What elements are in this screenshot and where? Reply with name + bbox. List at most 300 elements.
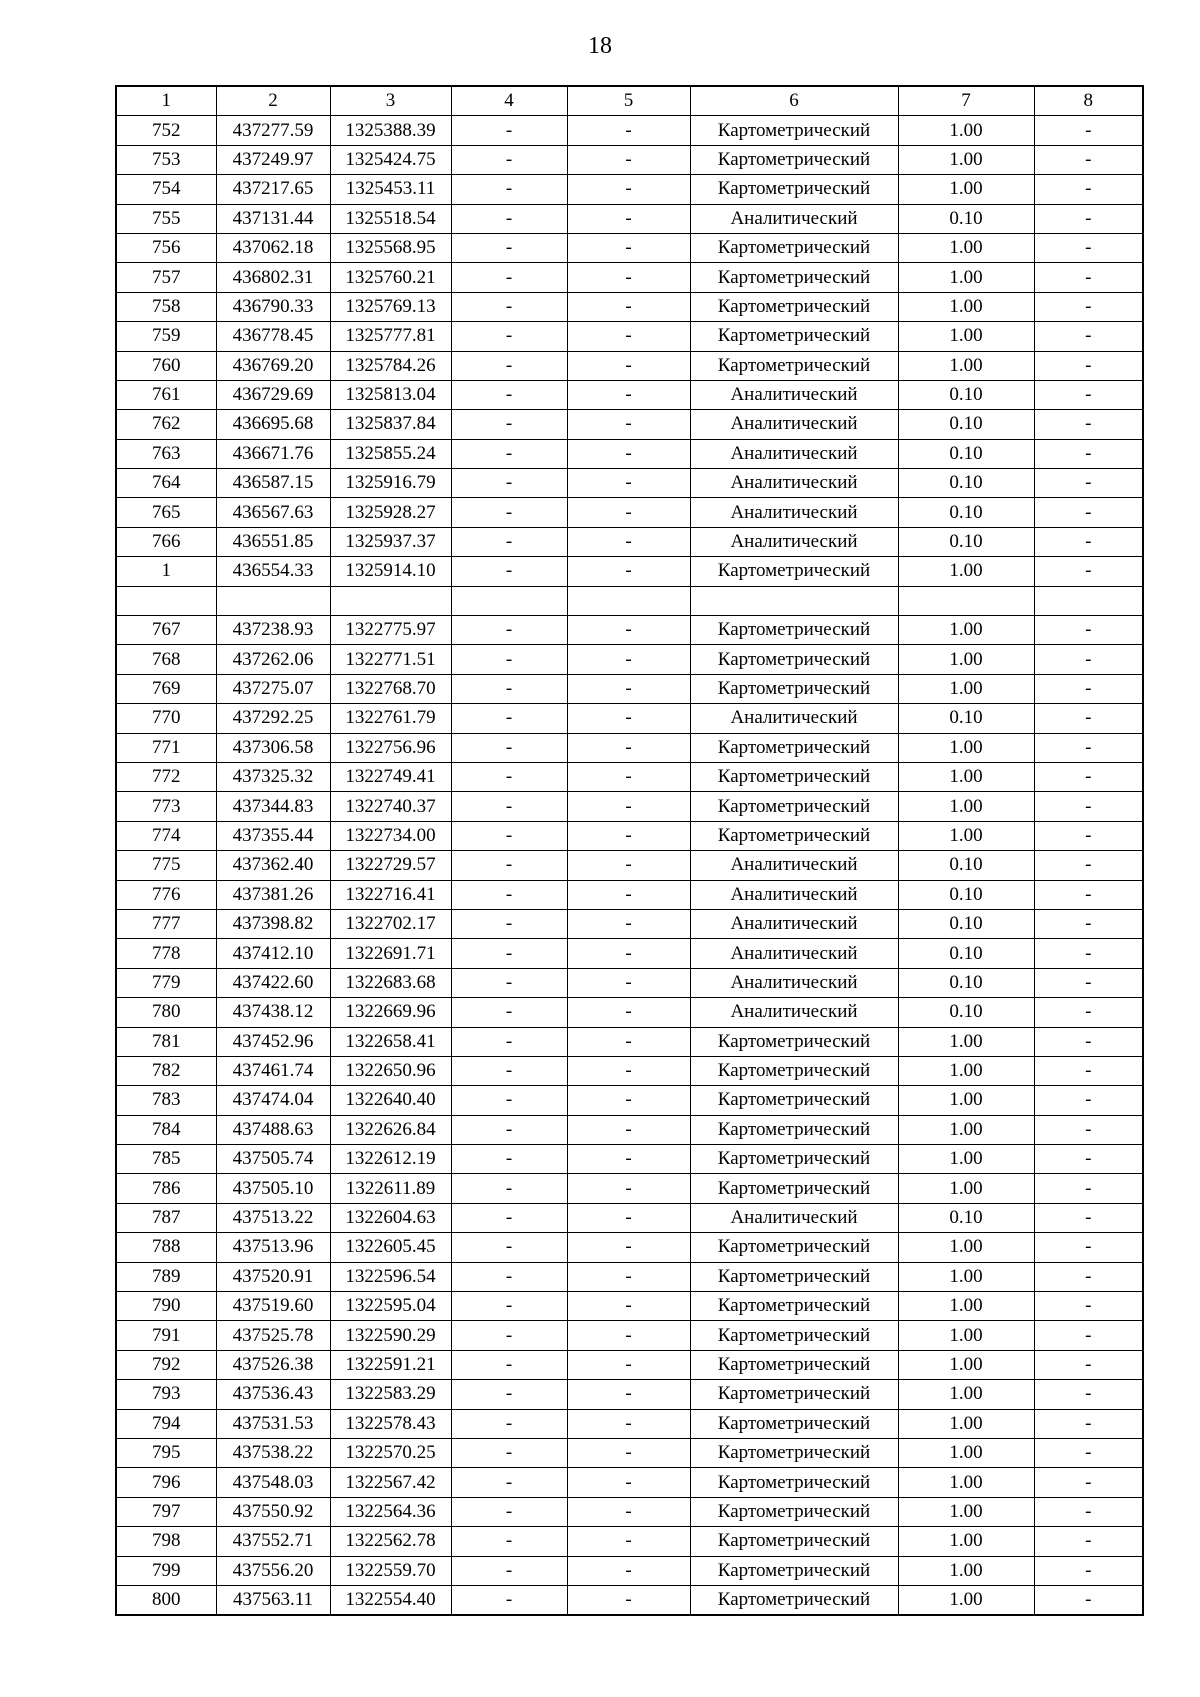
col-8-cell: - xyxy=(1034,1468,1143,1497)
x-coordinate-cell: 437292.25 xyxy=(216,704,330,733)
point-number-cell: 762 xyxy=(116,410,216,439)
col-4-cell: - xyxy=(451,1409,567,1438)
col-8-cell: - xyxy=(1034,851,1143,880)
col-5-cell: - xyxy=(567,1585,690,1615)
col-8-cell: - xyxy=(1034,175,1143,204)
point-number-cell: 797 xyxy=(116,1497,216,1526)
x-coordinate-cell: 436554.33 xyxy=(216,557,330,586)
x-coordinate-cell: 437519.60 xyxy=(216,1292,330,1321)
method-cell: Картометрический xyxy=(690,1497,898,1526)
col-8-cell: - xyxy=(1034,792,1143,821)
col-5-cell: - xyxy=(567,1203,690,1232)
x-coordinate-cell: 437525.78 xyxy=(216,1321,330,1350)
col-8-cell: - xyxy=(1034,322,1143,351)
x-coordinate-cell: 437531.53 xyxy=(216,1409,330,1438)
col-8-cell: - xyxy=(1034,1556,1143,1585)
table-row xyxy=(116,351,1143,380)
point-number-cell: 773 xyxy=(116,792,216,821)
method-cell: Картометрический xyxy=(690,1585,898,1615)
x-coordinate-cell: 437217.65 xyxy=(216,175,330,204)
col-8-cell: - xyxy=(1034,527,1143,556)
y-coordinate-cell: 1322564.36 xyxy=(330,1497,451,1526)
method-cell: Картометрический xyxy=(690,762,898,791)
header-row xyxy=(116,86,1143,116)
col-5-cell: - xyxy=(567,939,690,968)
x-coordinate-cell: 437513.22 xyxy=(216,1203,330,1232)
col-8-cell: - xyxy=(1034,469,1143,498)
x-coordinate-cell: 436551.85 xyxy=(216,527,330,556)
method-cell: Картометрический xyxy=(690,1086,898,1115)
accuracy-cell: 1.00 xyxy=(898,1262,1034,1291)
x-coordinate-cell: 436695.68 xyxy=(216,410,330,439)
y-coordinate-cell: 1325518.54 xyxy=(330,204,451,233)
method-cell: Картометрический xyxy=(690,1556,898,1585)
accuracy-cell: 0.10 xyxy=(898,380,1034,409)
col-8-cell: - xyxy=(1034,1409,1143,1438)
accuracy-cell: 1.00 xyxy=(898,1585,1034,1615)
y-coordinate-cell: 1322740.37 xyxy=(330,792,451,821)
x-coordinate-cell: 436778.45 xyxy=(216,322,330,351)
col-5-cell: - xyxy=(567,1350,690,1379)
point-number-cell: 784 xyxy=(116,1115,216,1144)
col-4-cell: - xyxy=(451,1262,567,1291)
col-5-cell: - xyxy=(567,645,690,674)
point-number-cell: 769 xyxy=(116,674,216,703)
table-row xyxy=(116,704,1143,733)
col-8-cell: - xyxy=(1034,1056,1143,1085)
method-cell: Аналитический xyxy=(690,204,898,233)
table-row xyxy=(116,439,1143,468)
x-coordinate-cell: 436790.33 xyxy=(216,292,330,321)
col-4-cell: - xyxy=(451,645,567,674)
x-coordinate-cell: 437548.03 xyxy=(216,1468,330,1497)
y-coordinate-cell: 1322559.70 xyxy=(330,1556,451,1585)
table-row xyxy=(116,1056,1143,1085)
method-cell: Картометрический xyxy=(690,1027,898,1056)
col-5-cell: - xyxy=(567,1380,690,1409)
col-5-cell: - xyxy=(567,968,690,997)
col-5-cell: - xyxy=(567,880,690,909)
col-5-cell: - xyxy=(567,733,690,762)
col-4-cell: - xyxy=(451,939,567,968)
point-number-cell: 767 xyxy=(116,616,216,645)
y-coordinate-cell: 1322570.25 xyxy=(330,1438,451,1467)
col-4-cell: - xyxy=(451,233,567,262)
col-5-cell: - xyxy=(567,792,690,821)
accuracy-cell: 1.00 xyxy=(898,557,1034,586)
col-8-cell: - xyxy=(1034,1203,1143,1232)
point-number-cell: 783 xyxy=(116,1086,216,1115)
x-coordinate-cell: 437362.40 xyxy=(216,851,330,880)
col-5-cell: - xyxy=(567,116,690,145)
col-5-cell: - xyxy=(567,851,690,880)
x-coordinate-cell: 437249.97 xyxy=(216,145,330,174)
table-row xyxy=(116,1086,1143,1115)
table-row xyxy=(116,116,1143,145)
accuracy-cell: 1.00 xyxy=(898,762,1034,791)
col-5-cell: - xyxy=(567,674,690,703)
y-coordinate-cell: 1322775.97 xyxy=(330,616,451,645)
col-4-cell: - xyxy=(451,821,567,850)
accuracy-cell: 0.10 xyxy=(898,439,1034,468)
col-8-cell: - xyxy=(1034,351,1143,380)
method-cell: Аналитический xyxy=(690,939,898,968)
accuracy-cell: 1.00 xyxy=(898,792,1034,821)
method-cell: Картометрический xyxy=(690,616,898,645)
method-cell: Картометрический xyxy=(690,263,898,292)
point-number-cell: 761 xyxy=(116,380,216,409)
table-row xyxy=(116,1350,1143,1379)
accuracy-cell: 0.10 xyxy=(898,410,1034,439)
x-coordinate-cell: 437275.07 xyxy=(216,674,330,703)
col-8-cell: - xyxy=(1034,380,1143,409)
accuracy-cell: 1.00 xyxy=(898,1380,1034,1409)
accuracy-cell: 1.00 xyxy=(898,821,1034,850)
table-row xyxy=(116,145,1143,174)
col-5-cell xyxy=(567,586,690,615)
accuracy-cell: 1.00 xyxy=(898,1174,1034,1203)
col-5-cell: - xyxy=(567,998,690,1027)
table-row xyxy=(116,1585,1143,1615)
table-row xyxy=(116,498,1143,527)
table-row xyxy=(116,1262,1143,1291)
col-8-cell xyxy=(1034,586,1143,615)
table-row xyxy=(116,586,1143,615)
col-5-cell: - xyxy=(567,263,690,292)
col-5-cell: - xyxy=(567,204,690,233)
method-cell: Картометрический xyxy=(690,1056,898,1085)
col-4-cell: - xyxy=(451,175,567,204)
page-number: 18 xyxy=(588,33,612,59)
accuracy-cell: 0.10 xyxy=(898,204,1034,233)
accuracy-cell xyxy=(898,586,1034,615)
col-4-cell: - xyxy=(451,851,567,880)
method-cell: Картометрический xyxy=(690,1438,898,1467)
method-cell: Картометрический xyxy=(690,1321,898,1350)
table-row xyxy=(116,292,1143,321)
y-coordinate-cell: 1322640.40 xyxy=(330,1086,451,1115)
x-coordinate-cell: 437412.10 xyxy=(216,939,330,968)
col-4-cell: - xyxy=(451,322,567,351)
method-cell: Картометрический xyxy=(690,674,898,703)
table-row xyxy=(116,998,1143,1027)
x-coordinate-cell: 437238.93 xyxy=(216,616,330,645)
point-number-cell: 779 xyxy=(116,968,216,997)
col-5-cell: - xyxy=(567,1174,690,1203)
header-cell: 1 xyxy=(116,86,216,116)
point-number-cell: 764 xyxy=(116,469,216,498)
col-5-cell: - xyxy=(567,821,690,850)
point-number-cell: 765 xyxy=(116,498,216,527)
col-4-cell: - xyxy=(451,1086,567,1115)
col-8-cell: - xyxy=(1034,116,1143,145)
col-8-cell: - xyxy=(1034,704,1143,733)
method-cell: Картометрический xyxy=(690,645,898,674)
point-number-cell: 799 xyxy=(116,1556,216,1585)
table-row xyxy=(116,1203,1143,1232)
point-number-cell: 798 xyxy=(116,1527,216,1556)
col-4-cell: - xyxy=(451,1027,567,1056)
accuracy-cell: 1.00 xyxy=(898,145,1034,174)
method-cell: Картометрический xyxy=(690,557,898,586)
point-number-cell: 766 xyxy=(116,527,216,556)
col-5-cell: - xyxy=(567,1056,690,1085)
method-cell: Картометрический xyxy=(690,322,898,351)
x-coordinate-cell: 437398.82 xyxy=(216,909,330,938)
table-row xyxy=(116,1174,1143,1203)
y-coordinate-cell: 1322683.68 xyxy=(330,968,451,997)
table-row xyxy=(116,1409,1143,1438)
col-8-cell: - xyxy=(1034,909,1143,938)
accuracy-cell: 1.00 xyxy=(898,1086,1034,1115)
method-cell: Картометрический xyxy=(690,1115,898,1144)
accuracy-cell: 1.00 xyxy=(898,263,1034,292)
method-cell: Аналитический xyxy=(690,909,898,938)
col-8-cell: - xyxy=(1034,762,1143,791)
point-number-cell: 776 xyxy=(116,880,216,909)
accuracy-cell: 1.00 xyxy=(898,1056,1034,1085)
y-coordinate-cell: 1322729.57 xyxy=(330,851,451,880)
point-number-cell: 793 xyxy=(116,1380,216,1409)
accuracy-cell: 1.00 xyxy=(898,645,1034,674)
x-coordinate-cell: 437526.38 xyxy=(216,1350,330,1379)
accuracy-cell: 0.10 xyxy=(898,909,1034,938)
col-8-cell: - xyxy=(1034,1145,1143,1174)
col-5-cell: - xyxy=(567,909,690,938)
point-number-cell: 752 xyxy=(116,116,216,145)
y-coordinate-cell: 1322716.41 xyxy=(330,880,451,909)
table-row xyxy=(116,204,1143,233)
point-number-cell: 760 xyxy=(116,351,216,380)
y-coordinate-cell: 1325424.75 xyxy=(330,145,451,174)
accuracy-cell: 1.00 xyxy=(898,292,1034,321)
point-number-cell: 768 xyxy=(116,645,216,674)
col-4-cell: - xyxy=(451,998,567,1027)
accuracy-cell: 1.00 xyxy=(898,1527,1034,1556)
col-4-cell: - xyxy=(451,704,567,733)
col-5-cell: - xyxy=(567,1292,690,1321)
col-4-cell: - xyxy=(451,204,567,233)
col-5-cell: - xyxy=(567,704,690,733)
col-8-cell: - xyxy=(1034,880,1143,909)
x-coordinate-cell: 436769.20 xyxy=(216,351,330,380)
x-coordinate-cell xyxy=(216,586,330,615)
col-8-cell: - xyxy=(1034,1585,1143,1615)
accuracy-cell: 1.00 xyxy=(898,351,1034,380)
col-4-cell: - xyxy=(451,410,567,439)
accuracy-cell: 1.00 xyxy=(898,1145,1034,1174)
method-cell: Картометрический xyxy=(690,116,898,145)
table-row xyxy=(116,733,1143,762)
col-4-cell: - xyxy=(451,1556,567,1585)
x-coordinate-cell: 437520.91 xyxy=(216,1262,330,1291)
col-5-cell: - xyxy=(567,616,690,645)
col-8-cell: - xyxy=(1034,498,1143,527)
col-8-cell: - xyxy=(1034,998,1143,1027)
point-number-cell: 770 xyxy=(116,704,216,733)
x-coordinate-cell: 437344.83 xyxy=(216,792,330,821)
table-row xyxy=(116,1321,1143,1350)
accuracy-cell: 0.10 xyxy=(898,939,1034,968)
table-row xyxy=(116,909,1143,938)
col-8-cell: - xyxy=(1034,410,1143,439)
point-number-cell: 774 xyxy=(116,821,216,850)
x-coordinate-cell: 437536.43 xyxy=(216,1380,330,1409)
col-5-cell: - xyxy=(567,1468,690,1497)
col-8-cell: - xyxy=(1034,1262,1143,1291)
method-cell: Картометрический xyxy=(690,1468,898,1497)
col-5-cell: - xyxy=(567,1438,690,1467)
col-5-cell: - xyxy=(567,1321,690,1350)
method-cell: Картометрический xyxy=(690,1292,898,1321)
col-4-cell: - xyxy=(451,733,567,762)
col-8-cell: - xyxy=(1034,1527,1143,1556)
col-4-cell: - xyxy=(451,1438,567,1467)
x-coordinate-cell: 437552.71 xyxy=(216,1527,330,1556)
x-coordinate-cell: 437538.22 xyxy=(216,1438,330,1467)
table-row xyxy=(116,851,1143,880)
col-8-cell: - xyxy=(1034,1086,1143,1115)
col-5-cell: - xyxy=(567,145,690,174)
col-4-cell: - xyxy=(451,1350,567,1379)
table-row xyxy=(116,175,1143,204)
col-4-cell: - xyxy=(451,968,567,997)
method-cell: Картометрический xyxy=(690,175,898,204)
col-8-cell: - xyxy=(1034,145,1143,174)
point-number-cell: 790 xyxy=(116,1292,216,1321)
table-row xyxy=(116,762,1143,791)
method-cell: Аналитический xyxy=(690,880,898,909)
col-4-cell: - xyxy=(451,674,567,703)
method-cell: Картометрический xyxy=(690,1262,898,1291)
table-row xyxy=(116,263,1143,292)
col-8-cell: - xyxy=(1034,439,1143,468)
method-cell: Картометрический xyxy=(690,792,898,821)
method-cell: Аналитический xyxy=(690,968,898,997)
point-number-cell: 758 xyxy=(116,292,216,321)
col-5-cell: - xyxy=(567,1233,690,1262)
col-4-cell: - xyxy=(451,880,567,909)
x-coordinate-cell: 437563.11 xyxy=(216,1585,330,1615)
y-coordinate-cell: 1325784.26 xyxy=(330,351,451,380)
table-row xyxy=(116,939,1143,968)
col-8-cell: - xyxy=(1034,1027,1143,1056)
table-row xyxy=(116,1556,1143,1585)
x-coordinate-cell: 437550.92 xyxy=(216,1497,330,1526)
y-coordinate-cell: 1322768.70 xyxy=(330,674,451,703)
col-5-cell: - xyxy=(567,1527,690,1556)
method-cell: Картометрический xyxy=(690,733,898,762)
col-4-cell: - xyxy=(451,498,567,527)
x-coordinate-cell: 436671.76 xyxy=(216,439,330,468)
y-coordinate-cell: 1322771.51 xyxy=(330,645,451,674)
method-cell: Аналитический xyxy=(690,704,898,733)
col-4-cell: - xyxy=(451,762,567,791)
accuracy-cell: 1.00 xyxy=(898,1497,1034,1526)
col-8-cell: - xyxy=(1034,204,1143,233)
col-8-cell: - xyxy=(1034,939,1143,968)
col-4-cell: - xyxy=(451,1292,567,1321)
y-coordinate-cell: 1322590.29 xyxy=(330,1321,451,1350)
accuracy-cell: 1.00 xyxy=(898,233,1034,262)
col-4-cell: - xyxy=(451,380,567,409)
col-8-cell: - xyxy=(1034,821,1143,850)
x-coordinate-cell: 437355.44 xyxy=(216,821,330,850)
col-8-cell: - xyxy=(1034,616,1143,645)
col-4-cell: - xyxy=(451,527,567,556)
x-coordinate-cell: 437277.59 xyxy=(216,116,330,145)
y-coordinate-cell: 1322658.41 xyxy=(330,1027,451,1056)
accuracy-cell: 1.00 xyxy=(898,322,1034,351)
col-4-cell: - xyxy=(451,557,567,586)
y-coordinate-cell: 1322595.04 xyxy=(330,1292,451,1321)
accuracy-cell: 1.00 xyxy=(898,1027,1034,1056)
col-5-cell: - xyxy=(567,175,690,204)
accuracy-cell: 1.00 xyxy=(898,1233,1034,1262)
x-coordinate-cell: 437505.10 xyxy=(216,1174,330,1203)
method-cell xyxy=(690,586,898,615)
col-4-cell: - xyxy=(451,116,567,145)
accuracy-cell: 0.10 xyxy=(898,469,1034,498)
accuracy-cell: 1.00 xyxy=(898,1468,1034,1497)
col-5-cell: - xyxy=(567,527,690,556)
col-8-cell: - xyxy=(1034,1115,1143,1144)
col-8-cell: - xyxy=(1034,557,1143,586)
x-coordinate-cell: 437474.04 xyxy=(216,1086,330,1115)
point-number-cell: 792 xyxy=(116,1350,216,1379)
table-row xyxy=(116,380,1143,409)
point-number-cell: 771 xyxy=(116,733,216,762)
point-number-cell: 753 xyxy=(116,145,216,174)
y-coordinate-cell xyxy=(330,586,451,615)
y-coordinate-cell: 1322578.43 xyxy=(330,1409,451,1438)
col-5-cell: - xyxy=(567,322,690,351)
col-8-cell: - xyxy=(1034,1321,1143,1350)
col-4-cell: - xyxy=(451,1115,567,1144)
accuracy-cell: 0.10 xyxy=(898,704,1034,733)
point-number-cell: 755 xyxy=(116,204,216,233)
accuracy-cell: 1.00 xyxy=(898,1438,1034,1467)
point-number-cell: 800 xyxy=(116,1585,216,1615)
col-8-cell: - xyxy=(1034,733,1143,762)
header-cell: 2 xyxy=(216,86,330,116)
method-cell: Картометрический xyxy=(690,233,898,262)
col-4-cell: - xyxy=(451,1380,567,1409)
table-row xyxy=(116,1527,1143,1556)
col-4-cell: - xyxy=(451,1497,567,1526)
point-number-cell: 754 xyxy=(116,175,216,204)
y-coordinate-cell: 1325914.10 xyxy=(330,557,451,586)
col-8-cell: - xyxy=(1034,1497,1143,1526)
table-row xyxy=(116,469,1143,498)
method-cell: Картометрический xyxy=(690,821,898,850)
x-coordinate-cell: 437062.18 xyxy=(216,233,330,262)
table-row xyxy=(116,410,1143,439)
point-number-cell: 791 xyxy=(116,1321,216,1350)
col-4-cell: - xyxy=(451,1233,567,1262)
col-4-cell: - xyxy=(451,616,567,645)
accuracy-cell: 1.00 xyxy=(898,1115,1034,1144)
accuracy-cell: 1.00 xyxy=(898,1350,1034,1379)
header-cell: 5 xyxy=(567,86,690,116)
x-coordinate-cell: 436729.69 xyxy=(216,380,330,409)
method-cell: Аналитический xyxy=(690,498,898,527)
table-row xyxy=(116,1292,1143,1321)
table-row xyxy=(116,322,1143,351)
table-row xyxy=(116,674,1143,703)
method-cell: Картометрический xyxy=(690,1174,898,1203)
y-coordinate-cell: 1322604.63 xyxy=(330,1203,451,1232)
